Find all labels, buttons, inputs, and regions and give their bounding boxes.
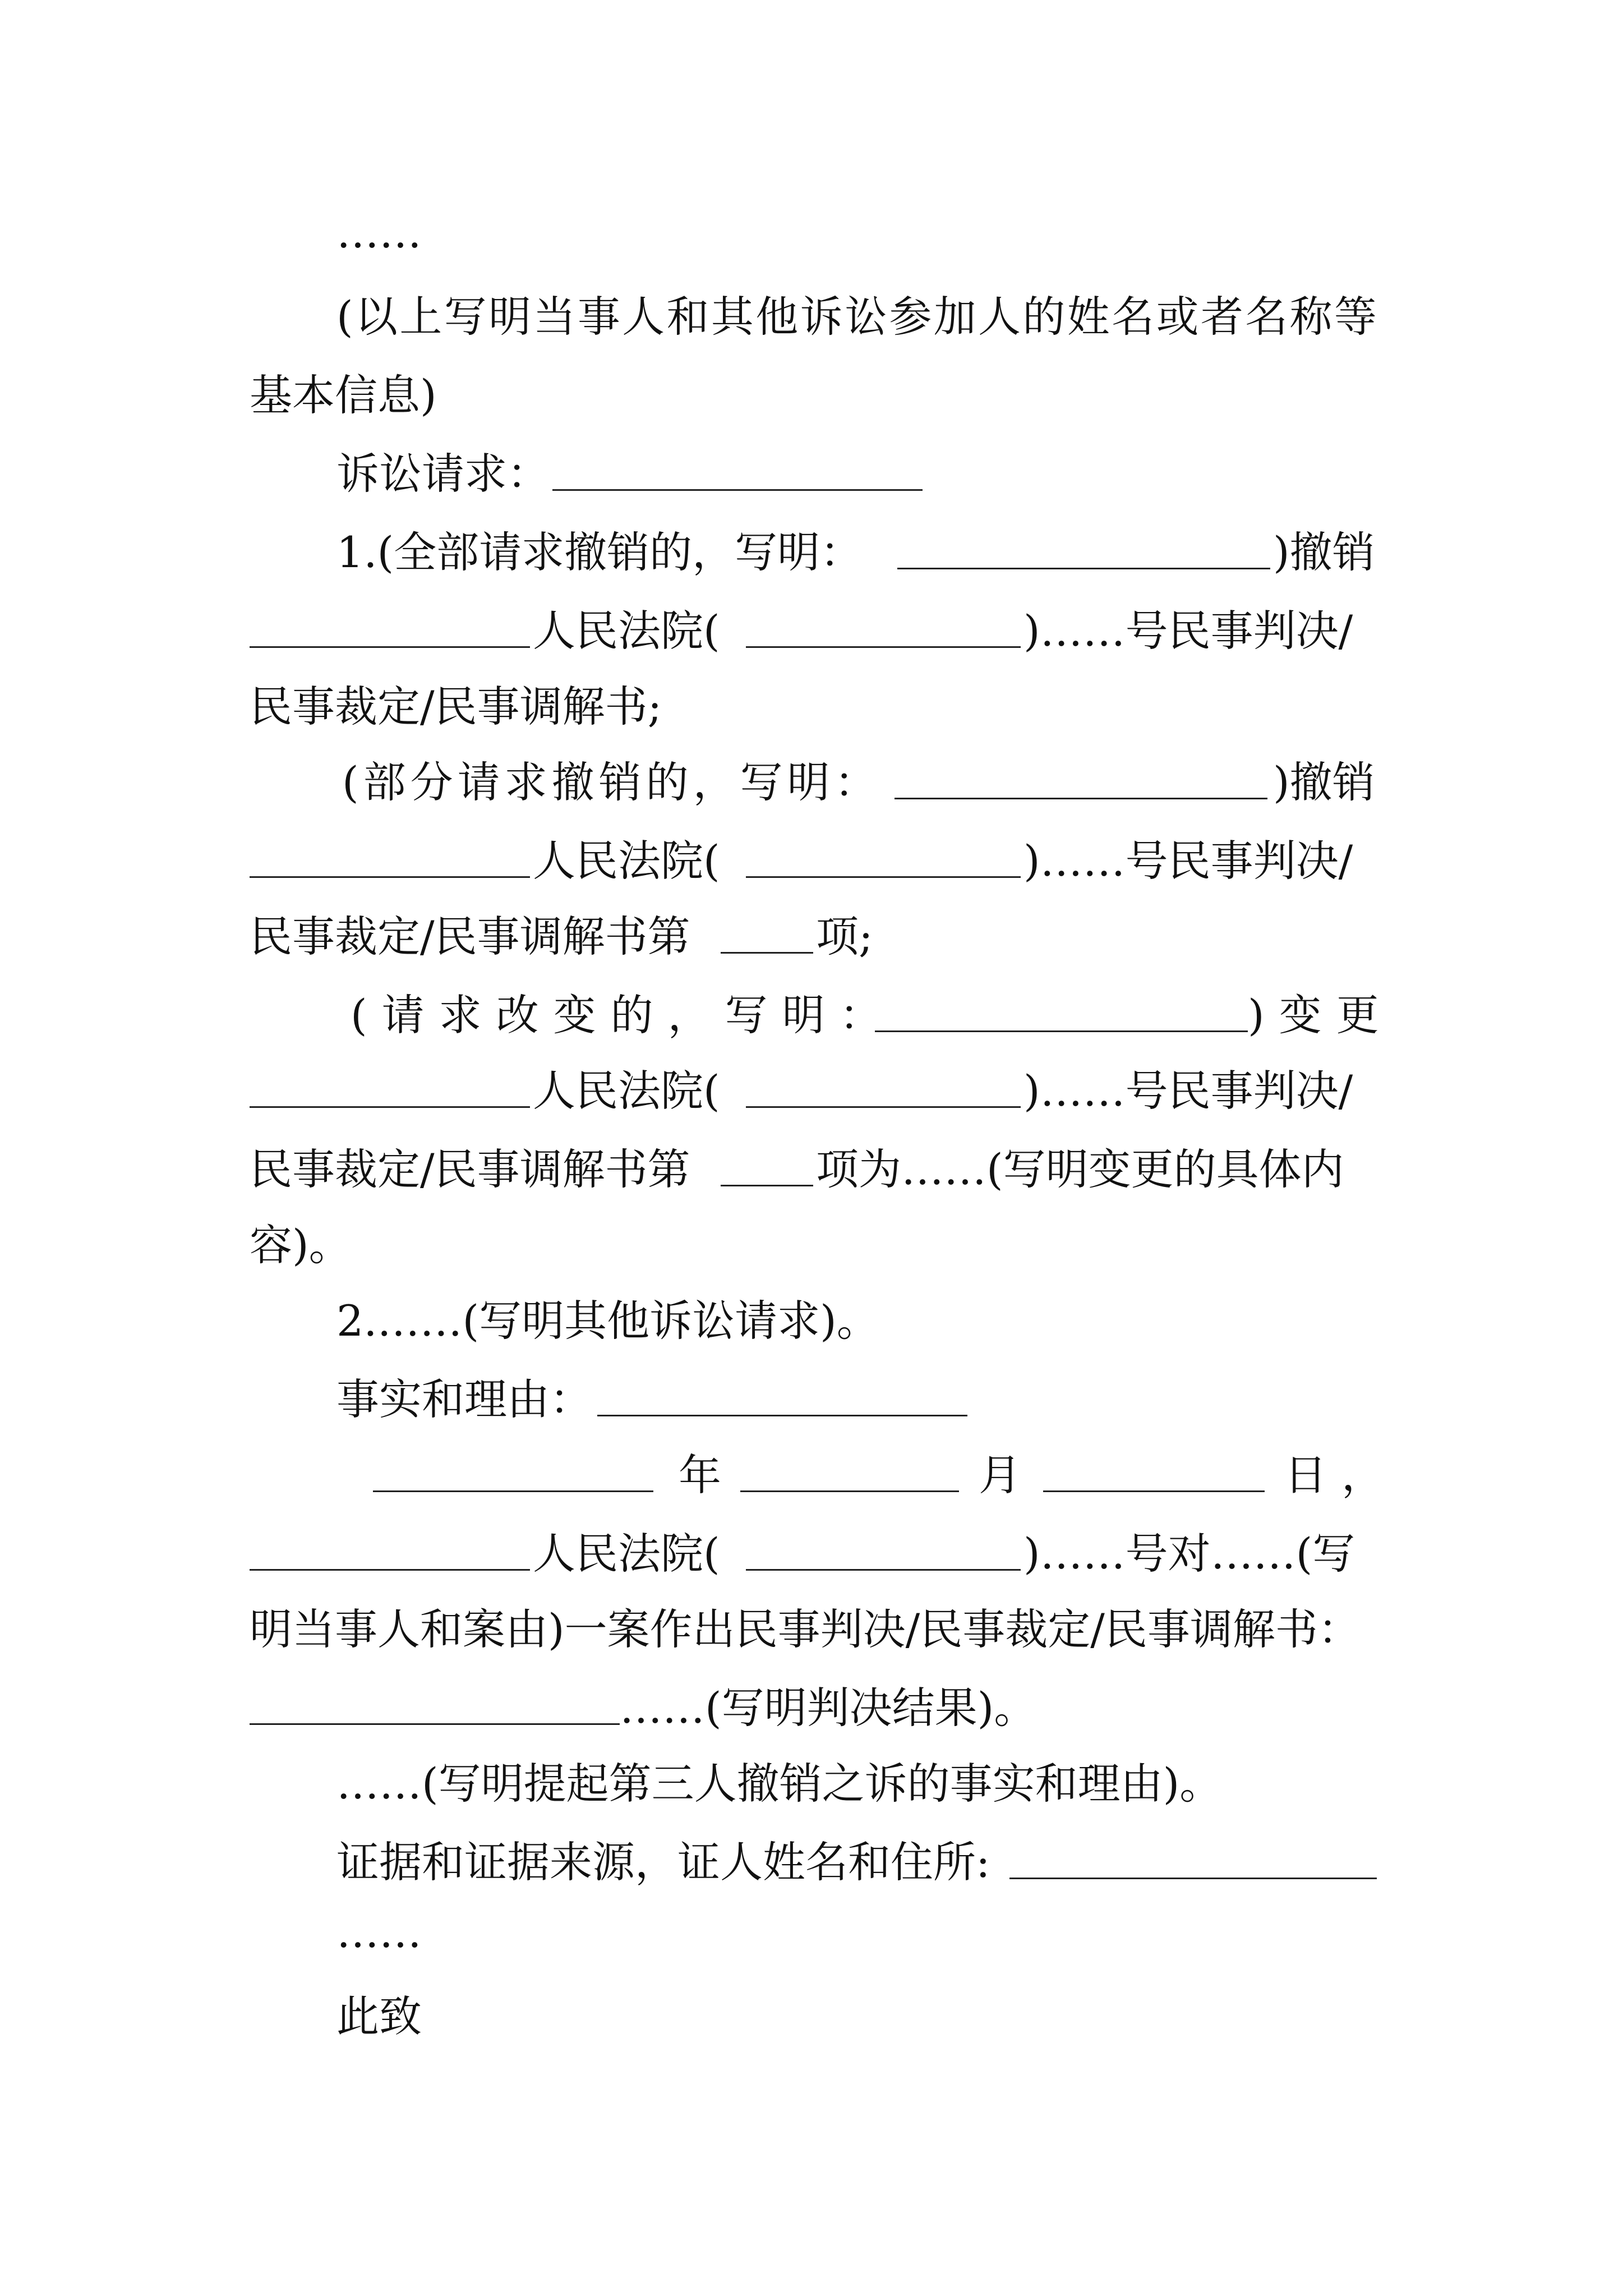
claim1-end-text: )撤销 <box>1273 527 1375 577</box>
facts-line-3 <box>0 1599 1623 1660</box>
claim1-court-text: 人民法院( <box>533 606 720 656</box>
facts-reason-line <box>0 1753 1623 1815</box>
change-content-text: 容)。 <box>250 1220 352 1270</box>
change-doc-text: 民事裁定/民事调解书第 <box>250 1144 690 1194</box>
party-note-line-1 <box>0 286 1623 348</box>
partial-end-text: )撤销 <box>1273 757 1375 807</box>
ellipsis-bottom-line <box>0 1902 1623 1963</box>
change-court-text: 人民法院( <box>533 1066 720 1116</box>
change-line-4 <box>0 1214 1623 1276</box>
party-note-text-2: 基本信息) <box>250 370 437 420</box>
day-text: 日， <box>1284 1450 1399 1500</box>
evidence-heading: 证据和证据来源，证人姓名和住所: <box>336 1837 990 1887</box>
month-text: 月 <box>979 1450 1021 1500</box>
year-text: 年 <box>679 1450 721 1500</box>
change-judgment-text: )……号民事判决/ <box>1023 1066 1353 1116</box>
change-start-text: (请求改变的，写明： <box>351 990 897 1040</box>
claim1-judgment-text: )……号民事判决/ <box>1023 606 1353 656</box>
partial-blank-1[interactable] <box>895 798 1267 799</box>
claim1-case-blank[interactable] <box>746 646 1021 648</box>
facts-line-2 <box>0 1523 1623 1585</box>
claim2-line <box>0 1290 1623 1352</box>
change-line-3 <box>0 1139 1623 1200</box>
claim1-line-2 <box>0 600 1623 662</box>
year-blank[interactable] <box>373 1490 653 1492</box>
partial-line-1 <box>0 752 1623 813</box>
partial-court-text: 人民法院( <box>533 836 720 886</box>
claim1-blank-1[interactable] <box>897 568 1270 569</box>
claim1-start-text: 1.(全部请求撤销的，写明： <box>336 527 863 577</box>
facts-case-desc-text: 明当事人和案由)一案作出民事判决/民事裁定/民事调解书： <box>250 1604 1361 1654</box>
closing-line <box>0 1986 1623 2047</box>
claim1-line-1 <box>0 522 1623 583</box>
change-blank-1[interactable] <box>875 1030 1248 1032</box>
facts-case-blank[interactable] <box>746 1569 1021 1571</box>
ellipsis-text: …… <box>336 208 422 257</box>
facts-case-text: )……号对……(写 <box>1023 1529 1355 1579</box>
ellipsis-line <box>0 202 1623 264</box>
facts-heading: 事实和理由： <box>336 1374 592 1424</box>
partial-judgment-text: )……号民事判决/ <box>1023 836 1353 886</box>
partial-line-3 <box>0 906 1623 968</box>
partial-item-blank[interactable] <box>721 952 813 954</box>
party-note-text-1: ( 以 上 写 明 当 事 人 和 其 他 诉 讼 参 加 人 的 姓 名 或 者 名 称 等 <box>336 292 1377 342</box>
evidence-blank[interactable] <box>1009 1878 1377 1879</box>
facts-reason-text: ……(写明提起第三人撤销之诉的事实和理由)。 <box>336 1759 1223 1809</box>
change-end-text: )变更 <box>1248 990 1394 1040</box>
facts-line-4 <box>0 1677 1623 1739</box>
facts-date-line <box>0 1444 1623 1506</box>
facts-heading-line <box>0 1369 1623 1430</box>
facts-result-text: ……(写明判决结果)。 <box>620 1683 1037 1733</box>
facts-blank[interactable] <box>597 1415 967 1416</box>
change-court-blank[interactable] <box>250 1106 530 1108</box>
claim2-text: 2.……(写明其他诉讼请求)。 <box>336 1296 879 1346</box>
claims-heading: 诉讼请求： <box>336 449 550 499</box>
claim1-line-3 <box>0 676 1623 738</box>
claim1-court-blank[interactable] <box>250 646 530 648</box>
claims-heading-line <box>0 443 1623 505</box>
facts-result-blank[interactable] <box>250 1723 620 1725</box>
evidence-line <box>0 1832 1623 1893</box>
change-line-1 <box>0 984 1623 1046</box>
ellipsis-bottom-text: …… <box>336 1907 422 1957</box>
claim1-doc-text: 民事裁定/民事调解书; <box>250 682 662 731</box>
month-blank[interactable] <box>740 1490 959 1492</box>
change-item-blank[interactable] <box>721 1185 813 1186</box>
closing-text: 此致 <box>336 1991 422 2041</box>
day-blank[interactable] <box>1043 1490 1265 1492</box>
claims-blank[interactable] <box>552 489 923 491</box>
change-line-2 <box>0 1060 1623 1122</box>
facts-court-blank[interactable] <box>250 1569 530 1571</box>
partial-start-text: (部分请求撤销的，写明： <box>342 757 882 807</box>
partial-item-text: 项; <box>816 912 873 961</box>
partial-line-2 <box>0 830 1623 892</box>
facts-court-text: 人民法院( <box>533 1529 720 1579</box>
partial-court-blank[interactable] <box>250 876 530 878</box>
change-case-blank[interactable] <box>746 1106 1021 1108</box>
change-item-text: 项为……(写明变更的具体内 <box>816 1144 1344 1194</box>
party-note-line-2 <box>0 365 1623 426</box>
partial-doc-text: 民事裁定/民事调解书第 <box>250 912 690 961</box>
partial-case-blank[interactable] <box>746 876 1021 878</box>
